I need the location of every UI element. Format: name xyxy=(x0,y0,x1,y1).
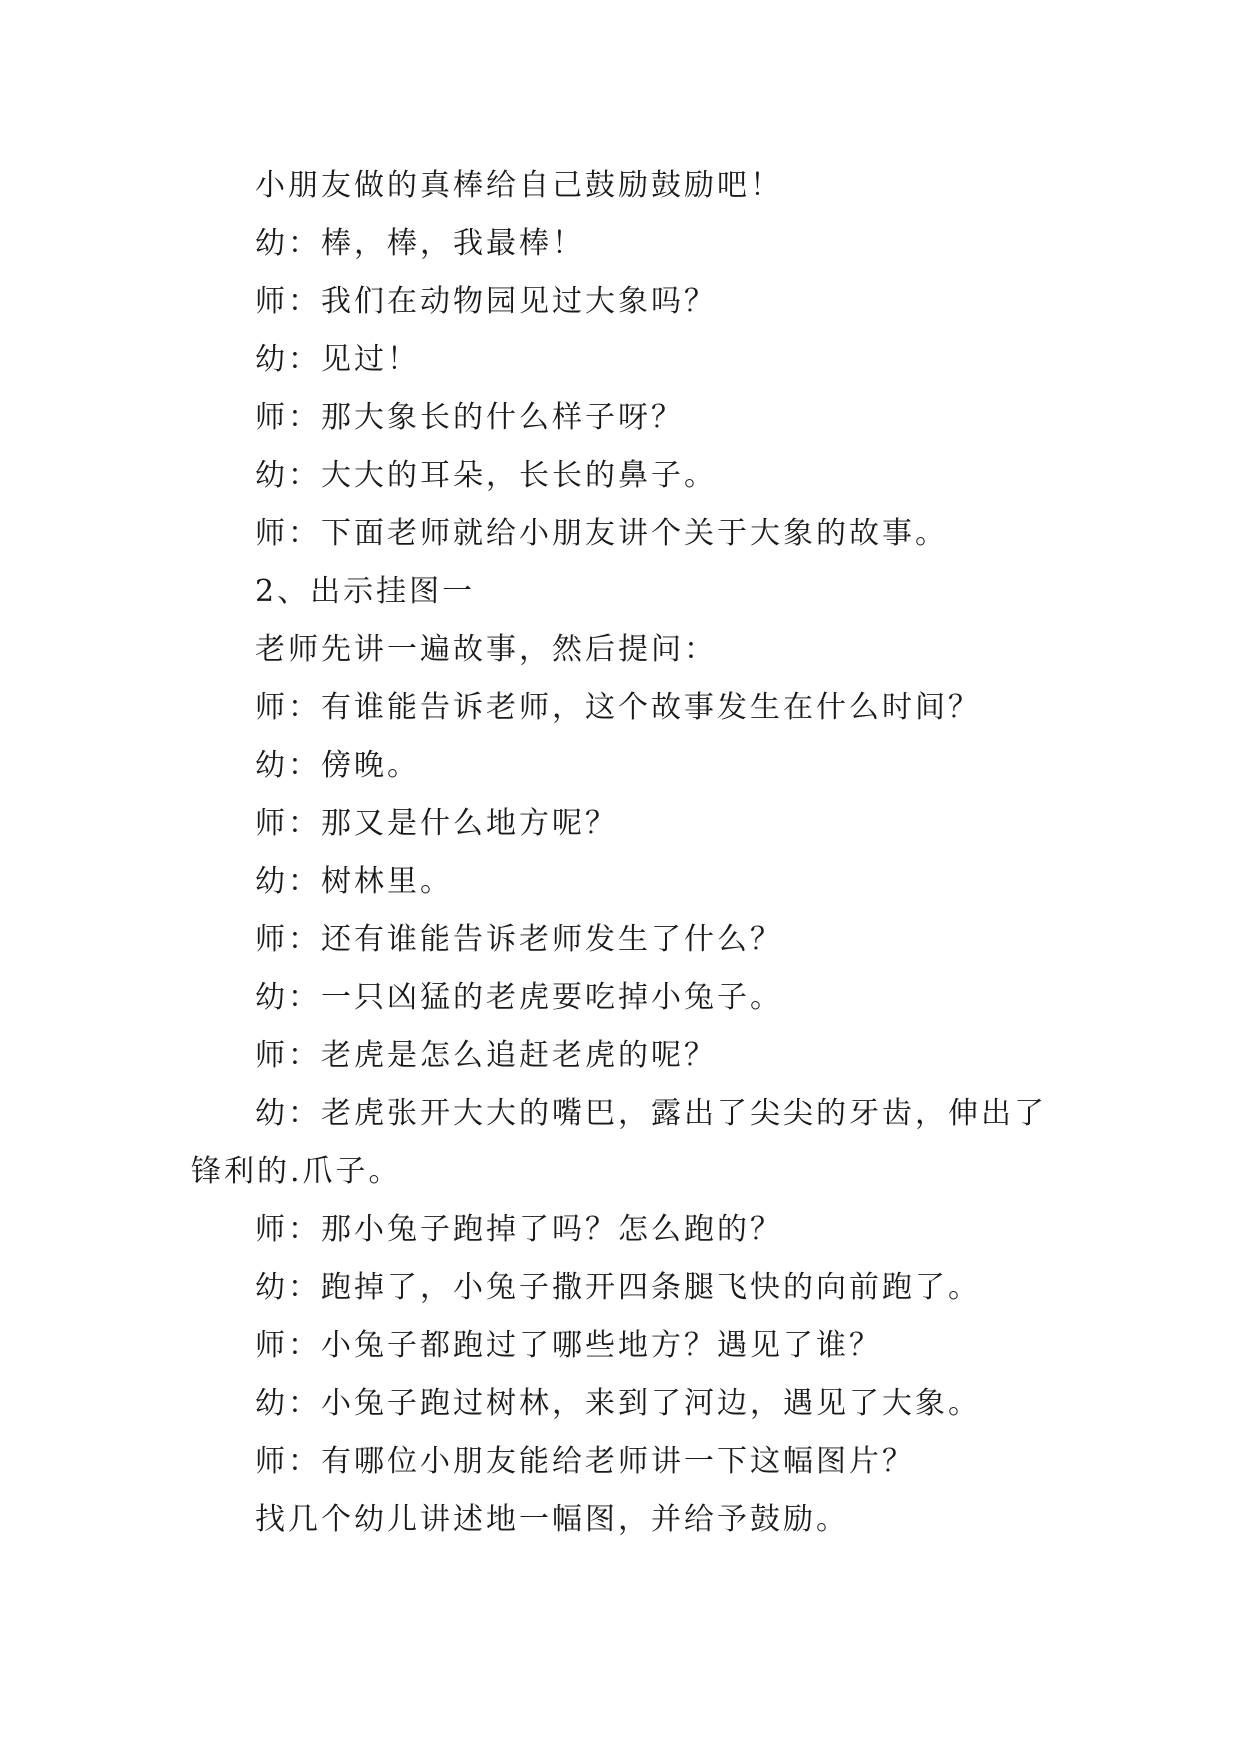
paragraph-12: 师：那又是什么地方呢？ xyxy=(255,806,618,841)
paragraph-18: 师：那小兔子跑掉了吗？怎么跑的？ xyxy=(255,1212,783,1247)
paragraph-21: 幼：小兔子跑过树林，来到了河边，遇见了大象。 xyxy=(255,1386,981,1421)
paragraph-20: 师：小兔子都跑过了哪些地方？遇见了谁？ xyxy=(255,1328,882,1363)
paragraph-22: 师：有哪位小朋友能给老师讲一下这幅图片？ xyxy=(255,1444,915,1479)
paragraph-14: 师：还有谁能告诉老师发生了什么？ xyxy=(255,922,783,957)
paragraph-13: 幼：树林里。 xyxy=(255,864,453,899)
paragraph-23: 找几个幼儿讲述地一幅图，并给予鼓励。 xyxy=(255,1502,849,1537)
paragraph-5: 师：那大象长的什么样子呀？ xyxy=(255,400,684,435)
paragraph-4: 幼：见过！ xyxy=(255,342,420,377)
paragraph-19: 幼：跑掉了，小兔子撒开四条腿飞快的向前跑了。 xyxy=(255,1270,981,1305)
paragraph-3: 师：我们在动物园见过大象吗？ xyxy=(255,284,717,319)
document-body xyxy=(191,157,1061,1549)
paragraph-6: 幼：大大的耳朵，长长的鼻子。 xyxy=(255,458,717,493)
paragraph-17: 幼：老虎张开大大的嘴巴，露出了尖尖的牙齿，伸出了锋利的.爪子。 xyxy=(191,1096,1047,1189)
paragraph-8: 2、出示挂图一 xyxy=(255,574,476,609)
paragraph-11: 幼：傍晚。 xyxy=(255,748,420,783)
paragraph-15: 幼：一只凶猛的老虎要吃掉小兔子。 xyxy=(255,980,783,1015)
paragraph-10: 师：有谁能告诉老师，这个故事发生在什么时间？ xyxy=(255,690,981,725)
paragraph-16: 师：老虎是怎么追赶老虎的呢？ xyxy=(255,1038,717,1073)
paragraph-2: 幼：棒，棒，我最棒！ xyxy=(255,226,585,261)
paragraph-7: 师：下面老师就给小朋友讲个关于大象的故事。 xyxy=(255,516,948,551)
paragraph-9: 老师先讲一遍故事，然后提问： xyxy=(255,632,717,667)
paragraph-1: 小朋友做的真棒给自己鼓励鼓励吧！ xyxy=(255,168,783,203)
